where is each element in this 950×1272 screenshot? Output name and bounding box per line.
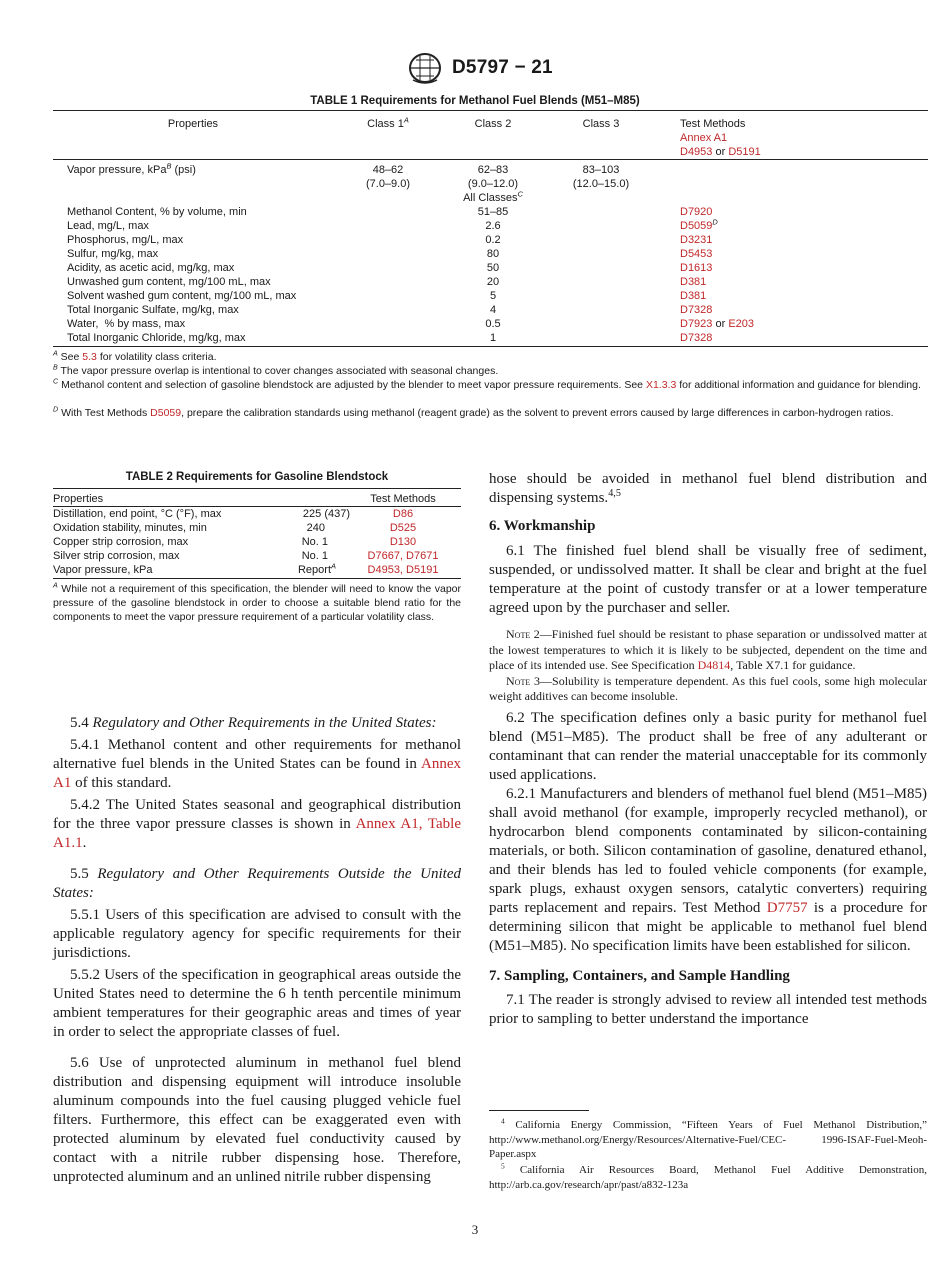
x1-3-3-link[interactable]: X1.3.3	[645, 379, 677, 391]
table-row: Sulfur, mg/kg, max	[67, 248, 159, 260]
table-cell-value: 1	[489, 332, 497, 344]
table1-caption: TABLE 1 Requirements for Methanol Fuel Blends (M51–M85)	[310, 95, 640, 107]
test-method-link[interactable]: D5453	[680, 248, 713, 260]
table2-caption: TABLE 2 Requirements for Gasoline Blendstock	[125, 471, 389, 483]
table1-bottom-rule	[53, 346, 928, 347]
test-method-link[interactable]: D7328	[680, 304, 713, 316]
document-designation: D5797 − 21	[452, 57, 553, 78]
section-5-4-1: 5.4.1 Methanol content and other requirements for methanol alternative fuel blends in the United States can be found in Annex A1 of this standard.	[53, 737, 461, 791]
section-5-6-continued: hose should be avoided in methanol fuel blend distribution and dispensing systems.$^{4,5}$	[489, 471, 927, 506]
table2-header-properties: Properties	[53, 493, 104, 505]
section-6-heading: 6. Workmanship	[489, 518, 596, 534]
right-column	[489, 470, 927, 1029]
table1-header-properties: Properties	[167, 118, 219, 130]
d4953-link[interactable]: D4953	[680, 146, 713, 158]
table1-top-rule	[53, 110, 928, 111]
footnote-4: $^4$ California Energy Commission, “Fifteen Years of Fuel Methanol Distribution,” http://www.methanol.org/Energy/Resources/Alternative-Fuel/CEC- 1996-ISAF-Fuel-Meoh-Paper.aspx	[489, 1116, 927, 1160]
test-method-link[interactable]: D7923	[680, 318, 713, 330]
test-method-link[interactable]: D130	[389, 536, 417, 548]
table-cell-value: 51–85	[477, 206, 509, 218]
note-2: Note 2—Finished fuel should be resistant to phase separation or undissolved matter at the lowest temperatures to which it is likely to be subjected, dependent on the time and place of its intended use. See Specification D4814, Table X7.1 for guidance.	[489, 627, 927, 672]
test-method-link[interactable]: D5059	[680, 220, 713, 232]
test-method-link[interactable]: D381	[680, 276, 707, 288]
left-column	[53, 714, 461, 1187]
table-row: Total Inorganic Sulfate, mg/kg, max	[67, 304, 239, 316]
d5191-link[interactable]: D5191	[728, 146, 761, 158]
table-row: Copper strip corrosion, max	[53, 536, 189, 548]
table-row: Unwashed gum content, mg/100 mL, max	[67, 276, 271, 288]
annex-a1-table-link[interactable]: Annex A1, Table A1.1	[53, 816, 461, 851]
test-method-link[interactable]: D7328	[680, 332, 713, 344]
table-cell-value: 225 (437)	[302, 508, 350, 520]
section-7-1: 7.1 The reader is strongly advised to review all intended test methods prior to sampling to better understand the importance	[489, 991, 927, 1027]
test-method-link[interactable]: D381	[680, 290, 707, 302]
table1-footnote-a: $^A$ See 5.3 for volatility class criteria.	[53, 349, 217, 363]
table-cell-value: 0.5	[485, 318, 501, 330]
section-5-5: 5.5 Regulatory and Other Requirements Outside the United States:	[53, 866, 461, 901]
table-cell-value: 240	[306, 522, 325, 534]
table-row: Lead, mg/L, max	[67, 220, 149, 232]
footnote-5: $^5$ California Air Resources Board, Methanol Fuel Additive Demonstration, http://arb.ca.gov/research/apr/past/a832-123a	[489, 1161, 927, 1191]
section-6-1: 6.1 The finished fuel blend shall be visually free of sediment, suspended, or undissolved matter. It shall be clear and bright at the fuel temperature at the point of custody transfer or at a lower temperature agreed upon by the purchaser and seller.	[489, 543, 927, 616]
test-method-link[interactable]: D1613	[680, 262, 713, 274]
annex-a1-link[interactable]: Annex A1	[680, 132, 728, 144]
page-number: 3	[471, 1222, 479, 1237]
test-method-link[interactable]: D7667, D7671	[367, 550, 439, 562]
section-6-2: 6.2 The specification defines only a basic purity for methanol fuel blend (M51–M85). The product shall be free of any adulterant or contaminant that can render the material unacceptable for its commonly used applications.	[489, 709, 927, 783]
table1-footnote-b: $^B$ The vapor pressure overlap is intentional to cover changes associated with seasonal changes.	[53, 363, 499, 377]
section-5-6: 5.6 Use of unprotected aluminum in methanol fuel blend distribution and dispensing equipment will introduce insoluble aluminum compounds into the fuel causing plugged vehicle fuel filters. Furthermore, this effect can be exaggerated even with protected aluminum by elevated fuel conductivity caused by contact with a nitrile rubber dispensing hose. Therefore, unprotected aluminum and an unlined nitrile rubber dispensing	[53, 1055, 461, 1185]
table-row: Water, % by mass, max	[67, 318, 186, 330]
table1-header-class3: Class 3	[582, 118, 620, 130]
table-cell-value: 0.2	[485, 234, 501, 246]
d5059-link[interactable]: D5059	[150, 407, 182, 419]
table2-top-rule	[53, 488, 461, 489]
d7757-link[interactable]: D7757	[766, 899, 808, 916]
astm-logo-icon	[405, 52, 445, 84]
table2-footnote-a: $^A$ While not a requirement of this specification, the blender will need to know the vapor pressure of the gasoline blendstock in order to choose a suitable blend ratio for the components to meet the vapor pressure requirement of a particular volatility class.	[53, 581, 461, 623]
table-row: Solvent washed gum content, mg/100 mL, max	[67, 290, 297, 302]
table-row: Acidity, as acetic acid, mg/kg, max	[67, 262, 235, 274]
table1-header-class2: Class 2	[474, 118, 512, 130]
note-3: Note 3—Solubility is temperature dependent. As this fuel cools, some high molecular weight additives can become insoluble.	[489, 673, 927, 703]
table1-footnote-d: $^D$ With Test Methods D5059, prepare the calibration standards using methanol (reagent grade) as the solvent to prevent errors caused by large differences in carbon-hydrogen ratios.	[53, 405, 894, 419]
section-6-2-1: 6.2.1 Manufacturers and blenders of methanol fuel blend (M51–M85) shall avoid methanol (for example, improperly recycled methanol), or hydrocarbon blend components contaminated by silicon-containing materials, or both. Silicon contamination of gasoline, denatured ethanol, and their blends has led to fouled vehicle components (for example, spark plugs, exhaust oxygen sensors, catalytic converters) requiring parts replacement and repairs. Test Method D7757 is a procedure for determining silicon that might be applicable to methanol fuel blend (M51–M85). No specification limits have been established for silicon.	[489, 785, 927, 954]
test-method-link[interactable]: D7920	[680, 206, 713, 218]
table-cell-value: 20	[486, 276, 500, 288]
section-5-5-1: 5.5.1 Users of this specification are advised to consult with the applicable regulatory agency for specific requirements for their jurisdictions.	[53, 907, 461, 961]
table-row: Silver strip corrosion, max	[53, 550, 180, 562]
table-row: Methanol Content, % by volume, min	[67, 206, 247, 218]
table-row: Oxidation stability, minutes, min	[53, 522, 207, 534]
table1-header-test-methods: Test Methods Annex A1 D4953 or D5191	[680, 117, 880, 159]
table1-vp-class3: 83–103 (12.0–15.0)	[572, 164, 630, 190]
d4814-link[interactable]: D4814	[697, 658, 731, 672]
test-method-link[interactable]: D525	[389, 522, 417, 534]
section-5-5-2: 5.5.2 Users of the specification in geographical areas outside the United States need to determine the 6 h tenth percentile minimum ambient temperatures for their geographic areas and times of year in order to select the appropriate classes of fuel.	[53, 967, 461, 1040]
section-7-heading: 7. Sampling, Containers, and Sample Handling	[489, 967, 790, 984]
test-method-link[interactable]: E203	[728, 318, 755, 330]
table-cell-value: 5	[489, 290, 497, 302]
test-method-cell: D7923 or E203	[680, 318, 755, 330]
table-cell-value: Report$^A$	[297, 561, 336, 576]
table-row: Phosphorus, mg/L, max	[67, 234, 184, 246]
table-cell-value: 4	[489, 304, 497, 316]
test-method-link[interactable]: D3231	[680, 234, 713, 246]
table-cell-value: No. 1	[301, 536, 328, 548]
table-row: Distillation, end point, °C (°F), max	[53, 508, 222, 520]
table-cell-value: 80	[486, 248, 500, 260]
table-row: Vapor pressure, kPa	[53, 564, 153, 576]
test-method-link[interactable]: D4953, D5191	[367, 564, 439, 576]
table-cell-value: 2.6	[485, 220, 501, 232]
page-header	[0, 52, 950, 86]
table2-header-test-methods: Test Methods	[370, 493, 436, 505]
section-5-3-link[interactable]: 5.3	[82, 351, 97, 363]
section-5-4: 5.4 Regulatory and Other Requirements in the United States:	[70, 715, 437, 731]
table1-vp-class2: 62–83 (9.0–12.0) All Classes$^C$	[463, 164, 523, 204]
annex-a1-link[interactable]: Annex A1	[53, 756, 461, 791]
table1-vp-class1: 48–62 (7.0–9.0)	[365, 164, 411, 190]
table2-bottom-rule	[53, 578, 461, 579]
table1-header-rule	[53, 159, 928, 160]
table1-vapor-pressure-label: Vapor pressure, kPa$^B$ (psi)	[67, 161, 196, 176]
table-row: Total Inorganic Chloride, mg/kg, max	[67, 332, 246, 344]
test-method-cell: $D5059^D$	[680, 217, 718, 232]
footnote-rule	[489, 1110, 589, 1111]
table1-header-class1: Class $1^A$	[367, 115, 409, 130]
table-cell-value: No. 1	[301, 550, 328, 562]
section-5-4-2: 5.4.2 The United States seasonal and geographical distribution for the three vapor pressure classes is shown in Annex A1, Table A1.1.	[53, 797, 461, 851]
table-cell-value: 50	[486, 262, 500, 274]
test-method-link[interactable]: D86	[392, 508, 414, 520]
table1-footnote-c: $^C$ Methanol content and selection of gasoline blendstock are adjusted by the blender to meet vapor pressure requirements. See X1.3.3 for additional information and guidance for blending.	[53, 377, 921, 391]
